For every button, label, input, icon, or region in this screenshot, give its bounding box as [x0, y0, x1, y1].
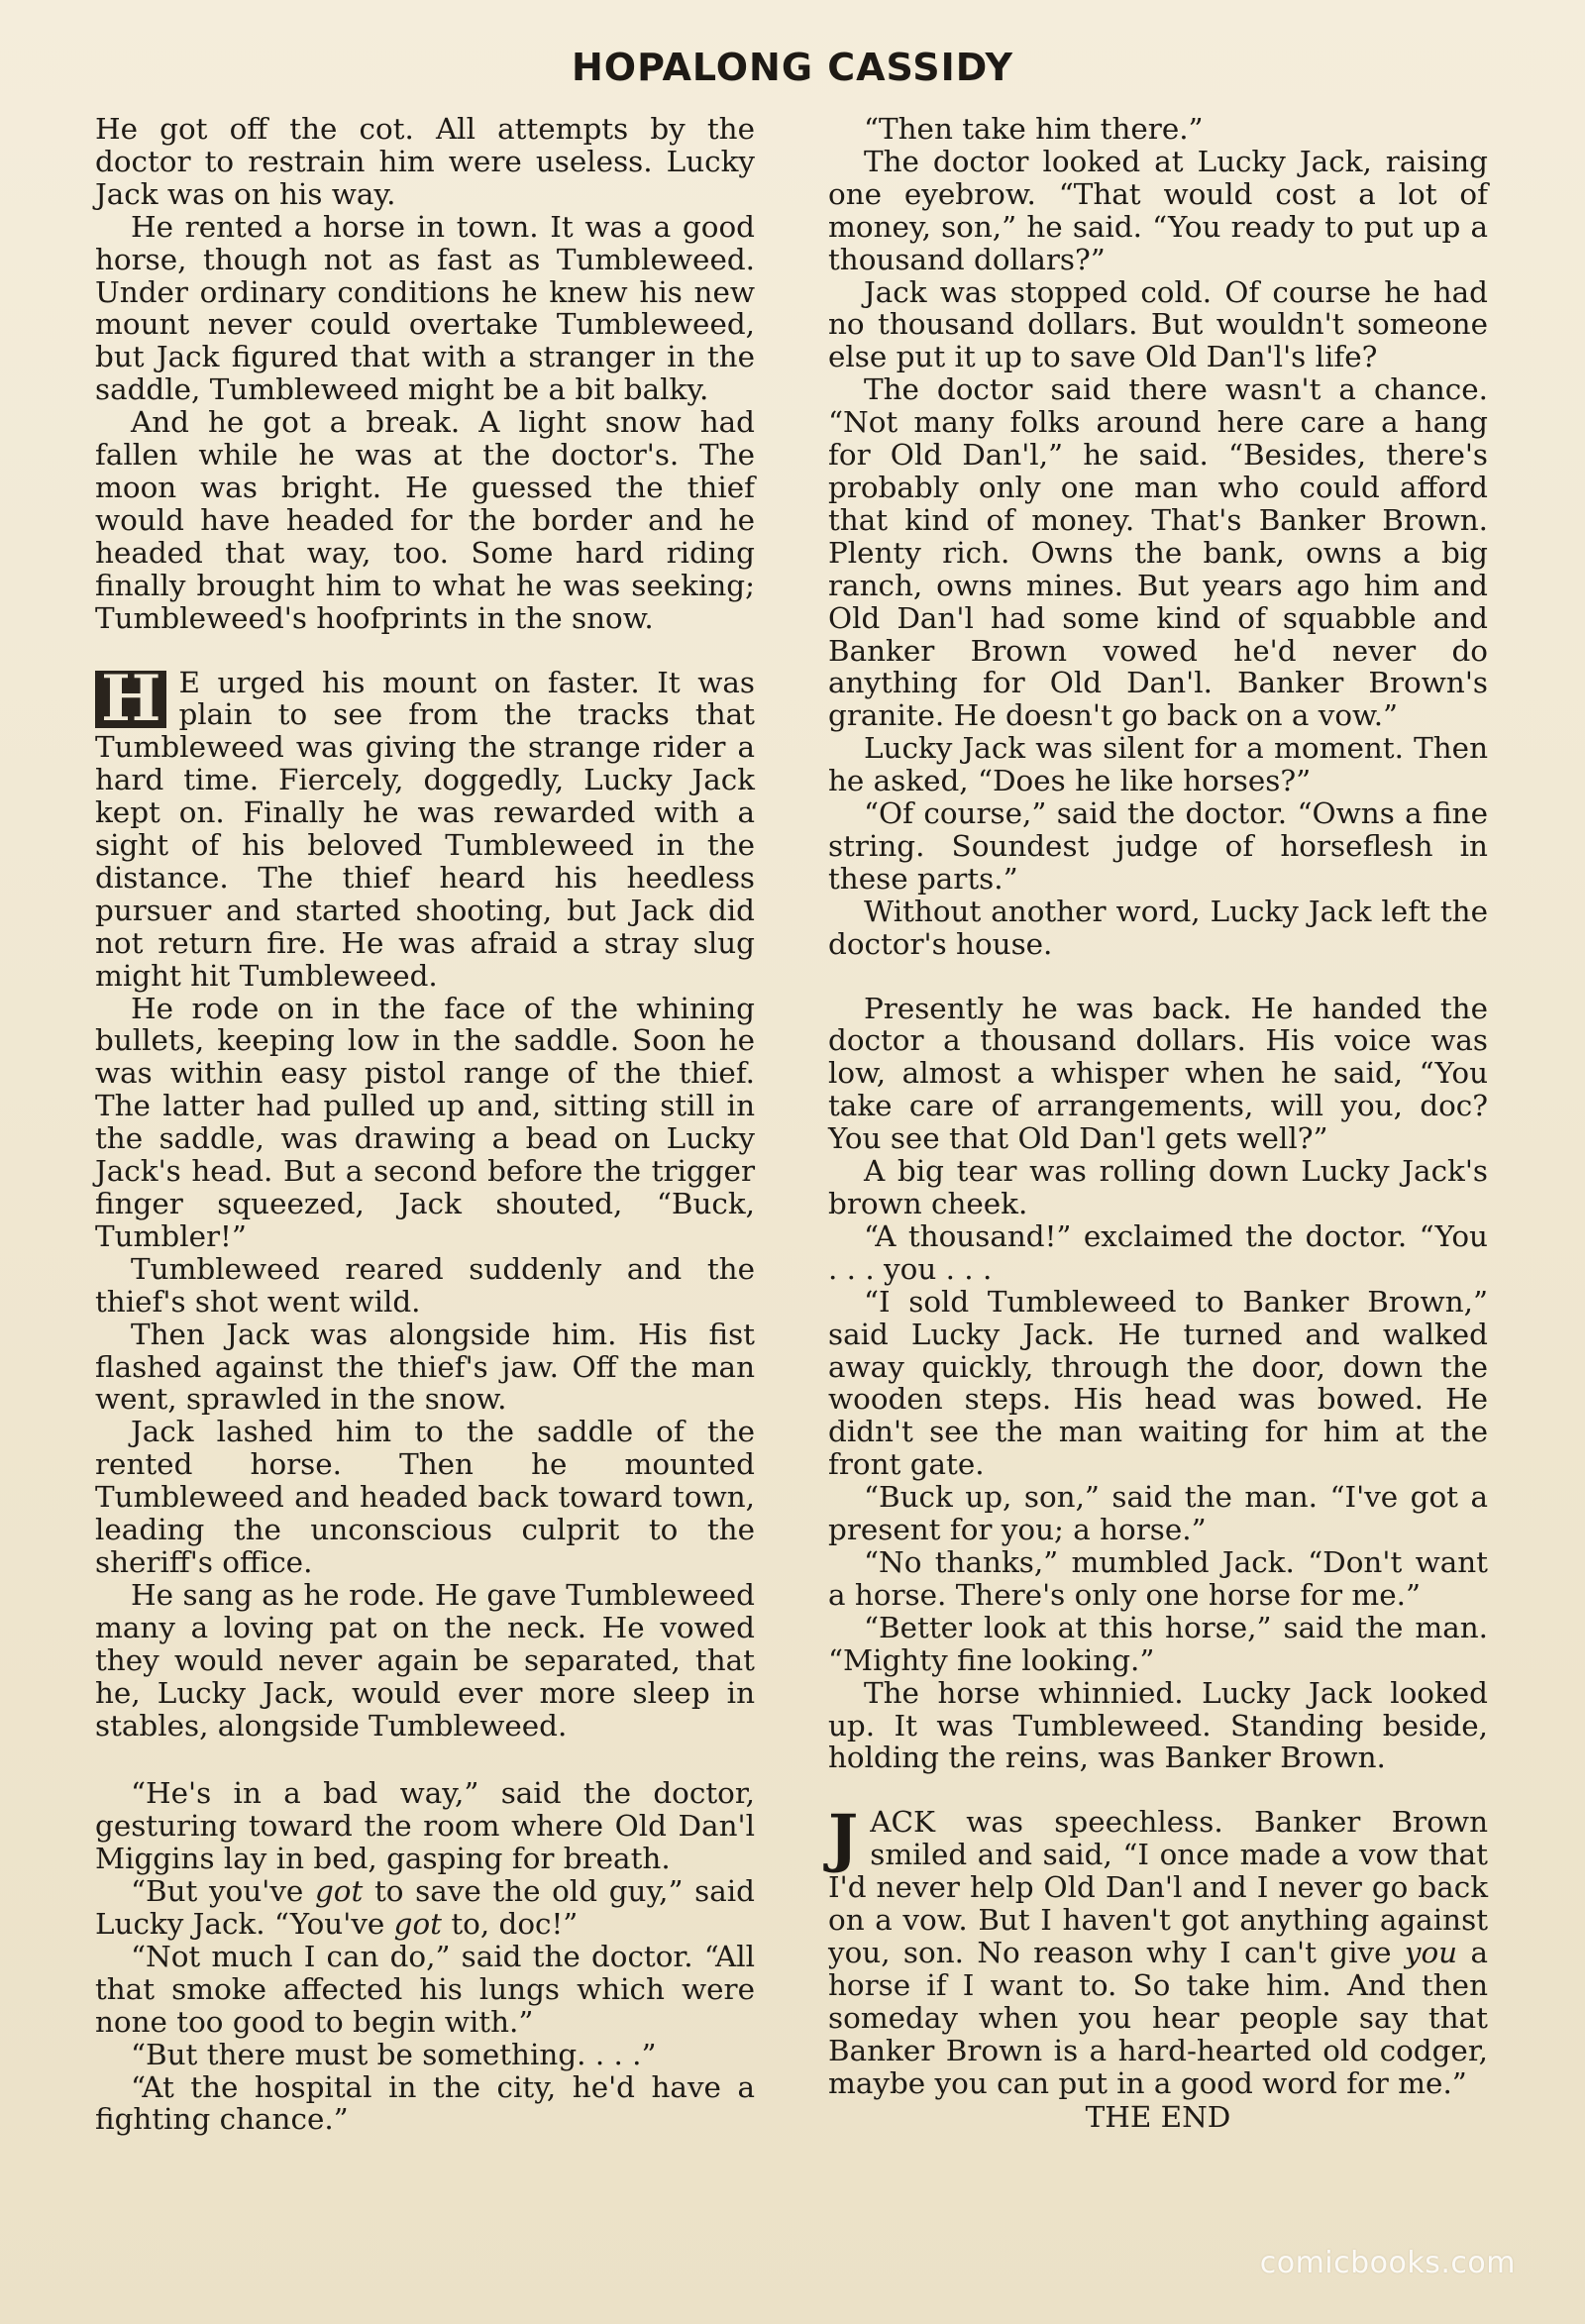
paragraph: Then Jack was alongside him. His fist flashed against the thief's jaw. Off the man went, sprawled in the snow.	[95, 1317, 755, 1417]
paragraph: “I sold Tumbleweed to Banker Brown,” said Lucky Jack. He turned and walked away quickly, through the door, down the wooden steps. His head was bowed. He didn't see the man waiting for him at the front gate.	[828, 1284, 1488, 1482]
paragraph	[95, 1875, 755, 1941]
text-run: ACK was speechless. Banker Brown smiled and said, “I once made a vow that I'd never help Old Dan'l and I never go back on a vow. But I haven't got anything against you, son. No reason why I can't give	[828, 1805, 1488, 1969]
paragraph: “At the hospital in the city, he'd have a fighting chance.”	[95, 2069, 755, 2137]
paragraph: “No thanks,” mumbled Jack. “Don't want a horse. There's only one horse for me.”	[828, 1544, 1488, 1612]
paragraph: “Then take him there.”	[864, 112, 1204, 146]
emphasis: got	[314, 1874, 364, 1909]
paragraph-with-dropcap	[95, 661, 755, 993]
paragraph: And he got a break. A light snow had fallen while he was at the doctor's. The moon was bright. He guessed the thief would have headed for the border and he headed that way, too. Some hard riding finally brought him to what he was seeking; Tumbleweed's hoofprints in the snow.	[95, 405, 755, 635]
paragraph: “Better look at this horse,” said the man. “Mighty fine looking.”	[828, 1610, 1488, 1677]
paragraph: He got off the cot. All attempts by the doctor to restrain him were useless. Lucky Jack was on his way.	[95, 112, 755, 211]
text-run: a horse if I want to. So take him. And then someday when you hear people say that Banker Brown is a hard-hearted old codger, maybe you can put in a good word for me.”	[828, 1935, 1488, 2100]
text-run: to, doc!”	[441, 1907, 579, 1942]
paragraph: He rented a horse in town. It was a good horse, though not as fast as Tumbleweed. Under ordinary conditions he knew his new mount never could overtake Tumbleweed, but Jack figured that with a stranger in the saddle, Tumbleweed might be a bit balky.	[95, 209, 755, 407]
paragraph: The doctor said there wasn't a chance. “Not many folks around here care a hang for Old Dan'l,” he said. “Besides, there's probably only one man who could afford that kind of money. That's Banker Brown. Plenty rich. Owns the bank, owns a big ranch, owns mines. But years ago him and Old Dan'l had some kind of squabble and Banker Brown vowed he'd never do anything for Old Dan'l. Banker Brown's granite. He doesn't go back on a vow.”	[828, 372, 1488, 733]
paragraph-text: E urged his mount on faster. It was plain to see from the tracks that Tumbleweed was giving the strange rider a hard time. Fiercely, doggedly, Lucky Jack kept on. Finally he was rewarded with a sight of his beloved Tumbleweed in the distance. The thief heard his heedless pursuer and started shooting, but Jack did not return fire. He was afraid a stray slug might hit Tumbleweed.	[95, 665, 755, 993]
section-break	[828, 1774, 1488, 1806]
watermark: comicbooks.com	[1259, 2246, 1516, 2280]
drop-cap: H	[95, 671, 166, 728]
section-break	[828, 961, 1488, 993]
paragraph: “Not much I can do,” said the doctor. “All that smoke affected his lungs which were none too good to begin with.”	[95, 1939, 755, 2039]
paragraph: Jack was stopped cold. Of course he had no thousand dollars. But wouldn't someone else put it up to save Old Dan'l's life?	[828, 274, 1488, 374]
paragraph: Lucky Jack was silent for a moment. Then he asked, “Does he like horses?”	[828, 731, 1488, 798]
text-run: to save the old guy,” said Lucky Jack. “You've	[95, 1874, 755, 1942]
page-title: HOPALONG CASSIDY	[571, 46, 1014, 89]
paragraph: The doctor looked at Lucky Jack, raising one eyebrow. “That would cost a lot of money, son,” he said. “You ready to put up a thousand dollars?”	[828, 144, 1488, 276]
paragraph: Presently he was back. He handed the doctor a thousand dollars. His voice was low, almost a whisper when he said, “You take care of arrangements, will you, doc? You see that Old Dan'l gets well?”	[828, 991, 1488, 1156]
paragraph: He sang as he rode. He gave Tumbleweed many a loving pat on the neck. He vowed they would never again be separated, that he, Lucky Jack, would ever more sleep in stables, alongside Tumbleweed.	[95, 1577, 755, 1743]
right-text-column	[828, 113, 1488, 2134]
paragraph: “A thousand!” exclaimed the doctor. “You . . . you . . .	[828, 1218, 1488, 1286]
the-end-label: THE END	[1085, 2100, 1231, 2135]
section-break	[95, 1742, 755, 1777]
drop-cap: J	[828, 1801, 859, 1876]
paragraph: “Of course,” said the doctor. “Owns a fine string. Soundest judge of horseflesh in these parts.”	[828, 796, 1488, 896]
emphasis: you	[1404, 1935, 1458, 1969]
paragraph: He rode on in the face of the whining bullets, keeping low in the saddle. Soon he was within easy pistol range of the thief. The latter had pulled up and, sitting still in the saddle, was drawing a bead on Lucky Jack's head. But a second before the trigger finger squeezed, Jack shouted, “Buck, Tumbler!”	[95, 991, 755, 1253]
paragraph: “Buck up, son,” said the man. “I've got a present for you; a horse.”	[828, 1480, 1488, 1547]
paragraph: “He's in a bad way,” said the doctor, gesturing toward the room where Old Dan'l Miggins lay in bed, gasping for breath.	[95, 1776, 755, 1876]
paragraph: Jack lashed him to the saddle of the rented horse. Then he mounted Tumbleweed and headed back toward town, leading the unconscious culprit to the sheriff's office.	[95, 1415, 755, 1579]
section-break	[95, 635, 755, 667]
emphasis: got	[393, 1907, 442, 1942]
text-run: “But you've	[131, 1874, 315, 1909]
paragraph: “But there must be something. . . .”	[131, 2037, 657, 2071]
left-text-column	[95, 113, 755, 2136]
paragraph-with-dropcap	[828, 1801, 1488, 2100]
paragraph: Without another word, Lucky Jack left the doctor's house.	[828, 894, 1488, 961]
paragraph: Tumbleweed reared suddenly and the thief's shot went wild.	[95, 1251, 755, 1319]
paragraph: A big tear was rolling down Lucky Jack's brown cheek.	[828, 1154, 1488, 1220]
paragraph: The horse whinnied. Lucky Jack looked up. It was Tumbleweed. Standing beside, holding the reins, was Banker Brown.	[828, 1675, 1488, 1775]
